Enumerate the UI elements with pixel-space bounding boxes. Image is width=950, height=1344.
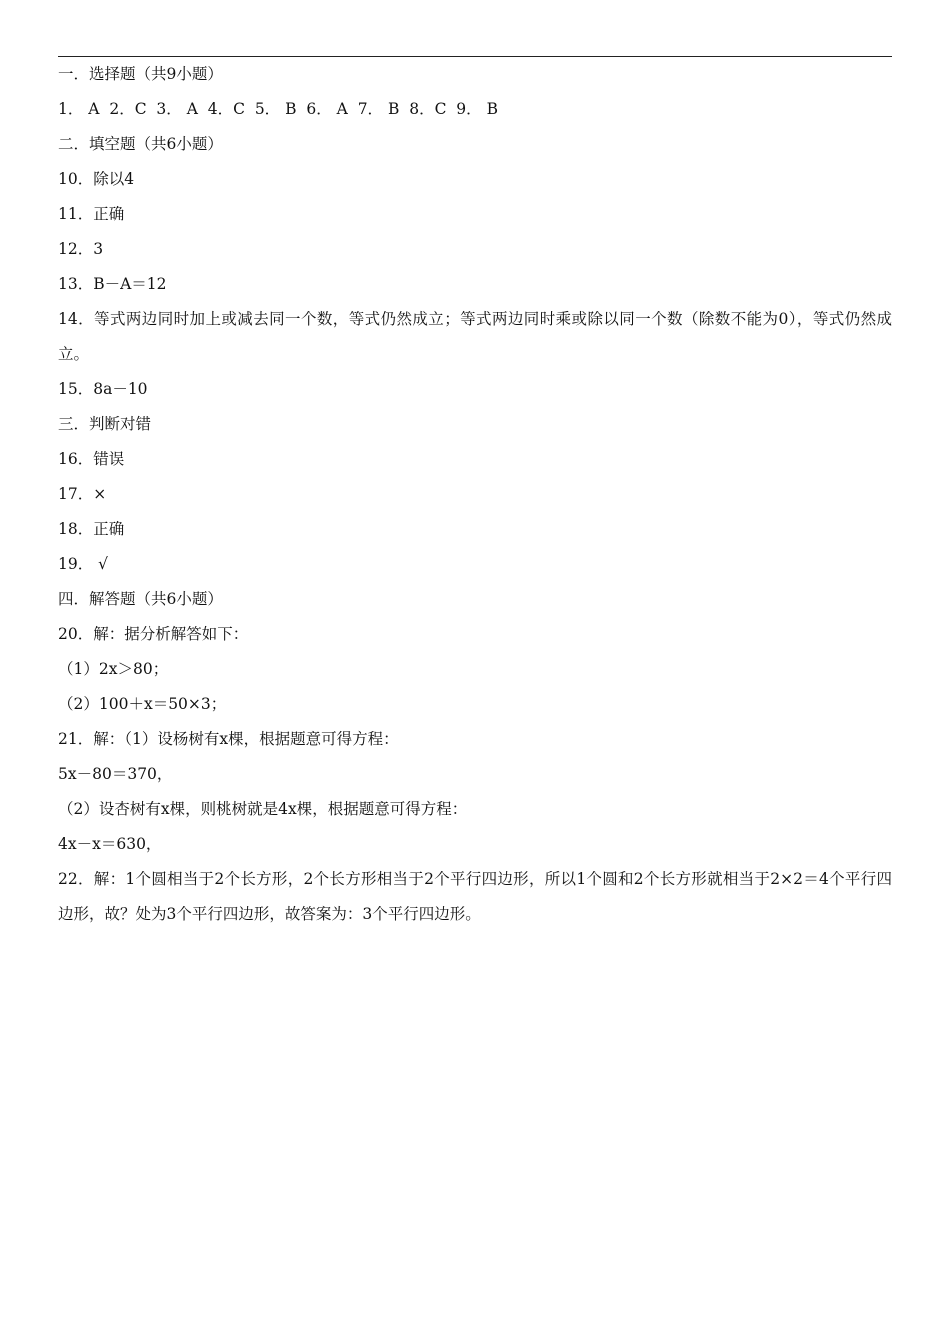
- answer-21-equation-2: 4x－x＝630，: [58, 835, 162, 853]
- answer-16: 16．错误: [58, 450, 125, 468]
- answer-14: 14．等式两边同时加上或减去同一个数，等式仍然成立；等式两边同时乘或除以同一个数（除数不能为0），等式仍然成立。: [58, 310, 892, 363]
- multiple-choice-answers: 1． A 2．C 3． A 4．C 5． B 6． A 7． B 8．C 9． B: [58, 100, 498, 118]
- answer-21-equation-1: 5x－80＝370，: [58, 765, 173, 783]
- answer-key: [58, 57, 892, 932]
- section-heading-solutions: 四．解答题（共6小题）: [58, 590, 223, 608]
- answer-17: 17．×: [58, 485, 107, 503]
- answer-22: 22．解：1个圆相当于2个长方形，2个长方形相当于2个平行四边形，所以1个圆和2个长方形就相当于2×2＝4个平行四边形，故？处为3个平行四边形，故答案为：3个平行四边形。: [58, 870, 892, 923]
- answer-15: 15．8a－10: [58, 380, 148, 398]
- answer-11: 11．正确: [58, 205, 125, 223]
- answer-21-intro: 21．解：（1）设杨树有x棵，根据题意可得方程：: [58, 730, 399, 748]
- answer-20-intro: 20．解：据分析解答如下：: [58, 625, 249, 643]
- answer-19: 19． √: [58, 555, 109, 573]
- answer-13: 13．B－A＝12: [58, 275, 167, 293]
- answer-18: 18．正确: [58, 520, 125, 538]
- answer-21-part-2: （2）设杏树有x棵，则桃树就是4x棵，根据题意可得方程：: [58, 800, 468, 818]
- answer-10: 10．除以4: [58, 170, 135, 188]
- answer-20-part-1: （1）2x＞80；: [58, 660, 169, 678]
- answer-20-part-2: （2）100＋x＝50×3；: [58, 695, 227, 713]
- answer-12: 12．3: [58, 240, 104, 258]
- section-heading-true-false: 三．判断对错: [58, 415, 152, 433]
- section-heading-fill-in: 二．填空题（共6小题）: [58, 135, 223, 153]
- section-heading-multiple-choice: 一．选择题（共9小题）: [58, 65, 223, 83]
